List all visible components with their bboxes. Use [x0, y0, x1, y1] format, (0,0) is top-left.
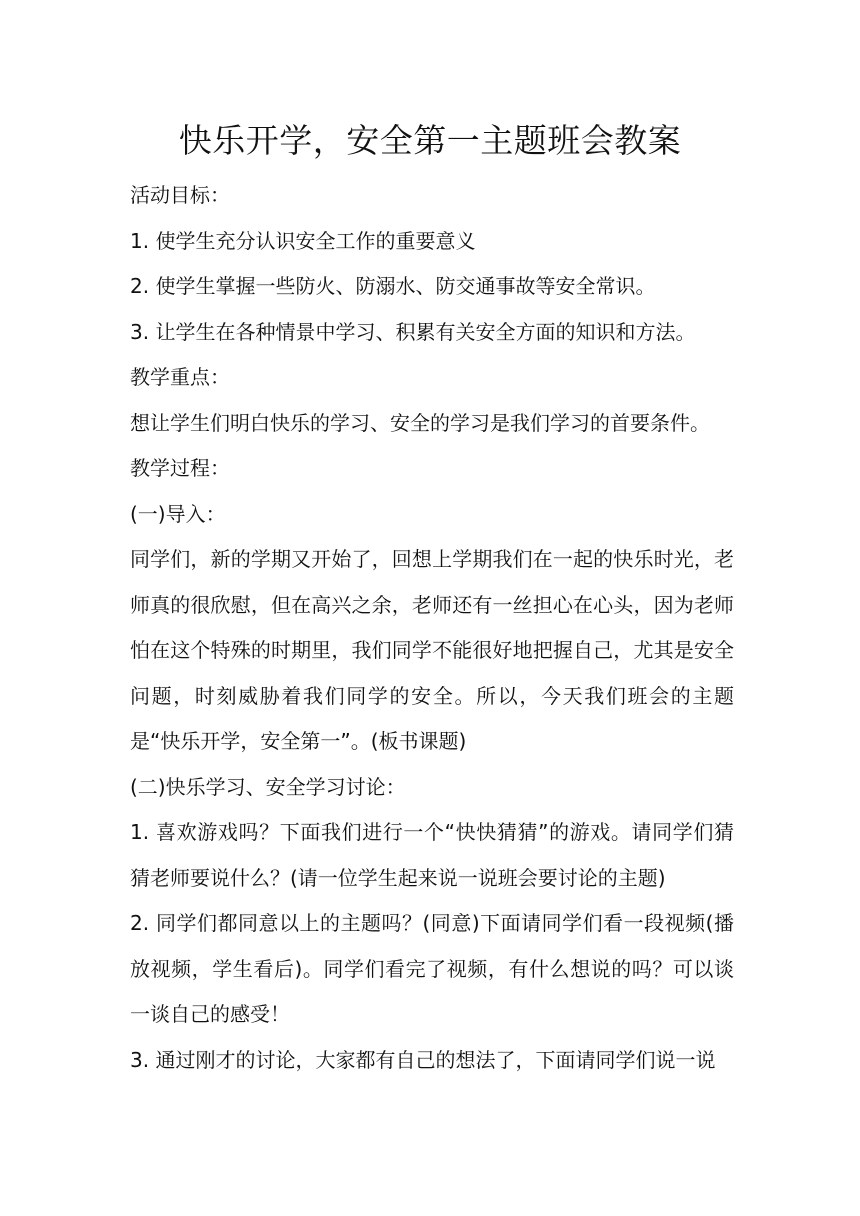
objective-item-2: 2. 使学生掌握一些防火、防溺水、防交通事故等安全常识。	[130, 274, 656, 298]
objective-item-3: 3. 让学生在各种情景中学习、积累有关安全方面的知识和方法。	[130, 319, 696, 344]
objective-item-1: 1. 使学生充分认识安全工作的重要意义	[130, 228, 476, 253]
discussion-item-1: 1. 喜欢游戏吗？下面我们进行一个“快快猜猜”的游戏。请同学们猜猜老师要说什么？(请一位学生起来说一说班会要讨论的主题)	[130, 820, 734, 890]
discussion-item-3: 3. 通过刚才的讨论，大家都有自己的想法了，下面请同学们说一说	[130, 1047, 716, 1072]
key-point-text: 想让学生们明白快乐的学习、安全的学习是我们学习的首要条件。	[130, 410, 710, 435]
document-body	[130, 173, 734, 1083]
subsection-heading-intro: (一)导入：	[130, 501, 226, 526]
section-heading-key-points: 教学重点：	[130, 365, 230, 389]
section-heading-objectives: 活动目标：	[130, 183, 230, 207]
intro-paragraph: 同学们，新的学期又开始了，回想上学期我们在一起的快乐时光，老师真的很欣慰，但在高兴之余，老师还有一丝担心在心头，因为老师怕在这个特殊的时期里，我们同学不能很好地把握自己，尤其是安全问题，时刻威胁着我们同学的安全。所以，今天我们班会的主题是“快乐开学，安全第一”。(板书课题)	[130, 547, 734, 753]
discussion-item-2: 2. 同学们都同意以上的主题吗？(同意)下面请同学们看一段视频(播放视频，学生看后)。同学们看完了视频，有什么想说的吗？可以谈一谈自己的感受！	[130, 911, 734, 1026]
section-heading-process: 教学过程：	[130, 456, 230, 480]
subsection-heading-discussion: (二)快乐学习、安全学习讨论：	[130, 774, 406, 799]
document-title: 快乐开学，安全第一主题班会教案	[178, 121, 682, 160]
